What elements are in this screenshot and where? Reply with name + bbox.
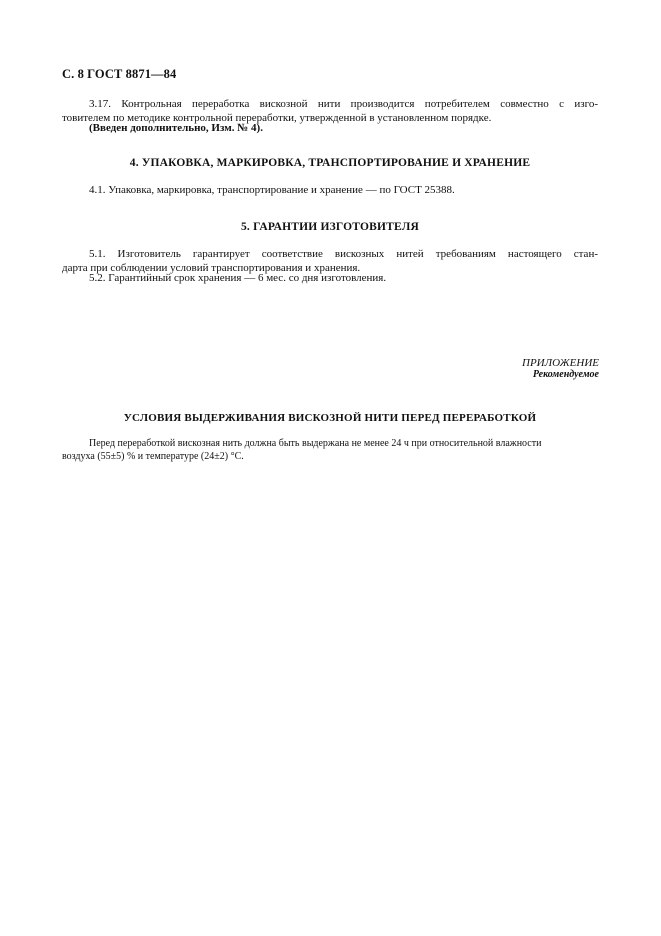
paragraph-line: 3.17. Контрольная переработка вискозной нити производится потребителем совместно с изго- — [89, 98, 598, 110]
paragraph-line: дарта при соблюдении условий транспортирования и хранения. — [62, 261, 361, 274]
paragraph-line: товителем по методике контрольной переработки, утвержденной в установленном порядке. — [62, 111, 492, 124]
paragraph-line: 5.1. Изготовитель гарантирует соответствие вискозных нитей требованиям настоящего стан- — [89, 248, 598, 260]
paragraph-line: Перед переработкой вискозная нить должна быть выдержана не менее 24 ч при относительной влажности — [89, 438, 542, 449]
paragraph-3-17 — [62, 98, 598, 125]
appendix-subtitle: Рекомендуемое — [532, 369, 599, 380]
page-header: С. 8 ГОСТ 8871—84 — [62, 67, 177, 81]
paragraph-5-2 — [62, 272, 598, 286]
paragraph-line: воздуха (55±5) % и температуре (24±2) °С. — [62, 451, 244, 462]
amendment-note: (Введен дополнительно, Изм. № 4). — [89, 122, 263, 134]
paragraph-5-1 — [62, 248, 598, 275]
section-5-heading: 5. ГАРАНТИИ ИЗГОТОВИТЕЛЯ — [240, 221, 420, 233]
appendix-title: ПРИЛОЖЕНИЕ — [522, 357, 599, 369]
appendix-text — [62, 437, 598, 463]
section-4-heading: 4. УПАКОВКА, МАРКИРОВКА, ТРАНСПОРТИРОВАНИЕ И ХРАНЕНИЕ — [129, 157, 531, 169]
appendix-label — [522, 357, 599, 381]
paragraph-line: 4.1. Упаковка, маркировка, транспортирование и хранение — по ГОСТ 25388. — [89, 184, 455, 196]
paragraph-line: 5.2. Гарантийный срок хранения — 6 мес. со дня изготовления. — [89, 272, 387, 284]
paragraph-4-1 — [62, 184, 598, 198]
appendix-heading: УСЛОВИЯ ВЫДЕРЖИВАНИЯ ВИСКОЗНОЙ НИТИ ПЕРЕД ПЕРЕРАБОТКОЙ — [123, 412, 537, 424]
